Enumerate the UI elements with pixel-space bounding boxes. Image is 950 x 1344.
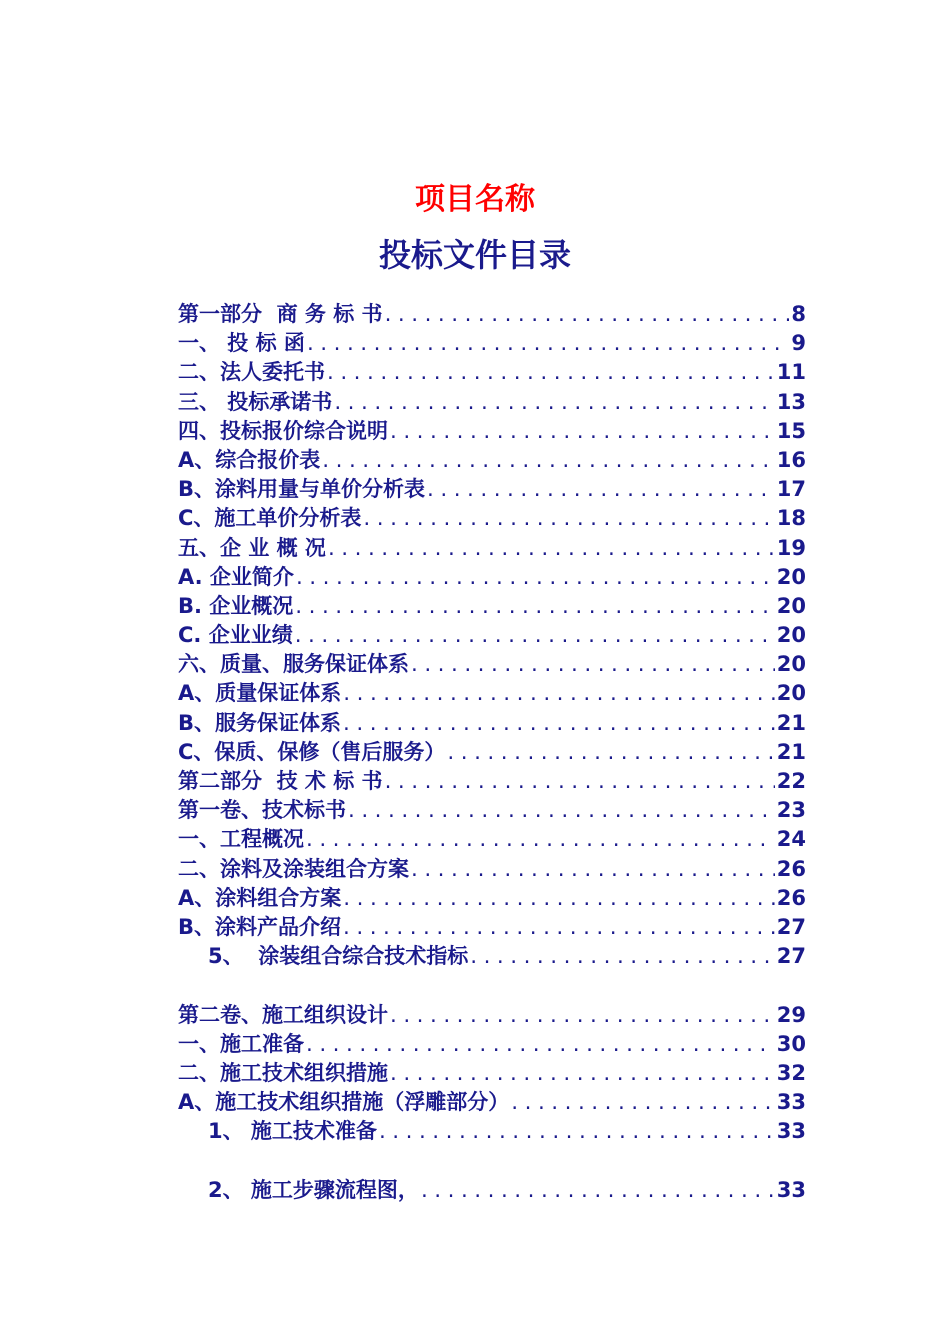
toc-entry-label: 1、 施工技术准备	[208, 1119, 377, 1144]
toc-entry-label: B、服务保证体系	[178, 710, 342, 735]
toc-leader-dots	[388, 418, 775, 446]
toc-leader-dots	[293, 622, 775, 650]
spacer	[178, 971, 806, 1000]
toc-entry-page: 20	[776, 681, 806, 706]
toc-leader-dots	[409, 856, 775, 884]
toc-entry-label: 一、 投 标 函	[178, 331, 305, 356]
toc-entry[interactable]	[178, 592, 806, 621]
toc-entry-label: 二、施工技术组织措施	[178, 1060, 388, 1085]
toc-entry[interactable]	[178, 563, 806, 592]
toc-leader-dots	[425, 476, 775, 504]
toc-entry-page: 26	[776, 856, 806, 881]
toc-leader-dots	[341, 885, 775, 913]
toc-entry[interactable]	[178, 329, 806, 358]
toc-entry[interactable]	[178, 825, 806, 854]
toc-entry[interactable]	[178, 1088, 806, 1117]
toc-leader-dots	[377, 1118, 775, 1146]
toc-leader-dots	[419, 1177, 775, 1205]
toc-leader-dots	[388, 1060, 775, 1088]
toc-entry-page: 29	[776, 1002, 806, 1027]
toc-leader-dots	[468, 943, 775, 971]
toc-entry-label: B. 企业概况	[178, 593, 294, 618]
toc-entry-label: A、综合报价表	[178, 447, 321, 472]
toc-leader-dots	[361, 505, 774, 533]
toc-entry[interactable]	[178, 621, 806, 650]
toc-entry[interactable]	[178, 1117, 806, 1146]
toc-entry-label: 一、工程概况	[178, 827, 304, 852]
toc-entry-page: 33	[776, 1090, 806, 1115]
toc-entry[interactable]	[178, 504, 806, 533]
toc-entry-label: 二、法人委托书	[178, 360, 325, 385]
toc-entry-page: 33	[776, 1177, 806, 1202]
toc-entry[interactable]	[178, 417, 806, 446]
toc-entry-page: 23	[776, 798, 806, 823]
toc-leader-dots	[326, 535, 775, 563]
toc-leader-dots	[293, 593, 774, 621]
toc-entry[interactable]	[178, 796, 806, 825]
toc-entry-label: B、涂料产品介绍	[178, 914, 342, 939]
toc-entry-page: 24	[776, 827, 806, 852]
toc-leader-dots	[304, 826, 775, 854]
toc-entry-page: 20	[776, 564, 806, 589]
toc-leader-dots	[332, 389, 774, 417]
toc-entry-label: B、涂料用量与单价分析表	[178, 477, 426, 502]
toc-entry-label: A、质量保证体系	[178, 681, 342, 706]
toc-leader-dots	[320, 447, 775, 475]
toc-entry[interactable]	[178, 1001, 806, 1030]
toc-entry-page: 30	[776, 1031, 806, 1056]
toc-entry[interactable]	[178, 679, 806, 708]
toc-leader-dots	[388, 1002, 775, 1030]
toc-entry-page: 33	[776, 1119, 806, 1144]
toc-entry-label: 二、涂料及涂装组合方案	[178, 856, 409, 881]
toc-entry-label: 三、 投标承诺书	[178, 389, 333, 414]
toc-entry[interactable]	[178, 942, 806, 971]
toc-entry-page: 20	[776, 623, 806, 648]
toc-entry-page: 13	[776, 389, 806, 414]
toc-entry-label: 第一卷、技术标书	[178, 798, 346, 823]
toc-leader-dots	[383, 768, 775, 796]
toc-entry-page: 21	[776, 739, 806, 764]
toc-entry[interactable]	[178, 1176, 806, 1205]
toc-entry-page: 20	[776, 652, 806, 677]
toc-entry-label: 五、企 业 概 况	[178, 535, 326, 560]
toc-entry-page: 16	[776, 447, 806, 472]
toc-leader-dots	[305, 330, 789, 358]
toc-entry[interactable]	[178, 1030, 806, 1059]
toc-leader-dots	[341, 914, 775, 942]
toc-entry[interactable]	[178, 767, 806, 796]
toc-entry[interactable]	[178, 709, 806, 738]
toc-entry-page: 22	[776, 769, 806, 793]
toc-entry-label: C. 企业业绩	[178, 623, 293, 648]
toc-entry-label: 第一部分 商 务 标 书	[178, 302, 383, 326]
toc-entry[interactable]	[178, 855, 806, 884]
toc-entry-label: A、涂料组合方案	[178, 885, 342, 910]
toc-entry-label: 一、施工准备	[178, 1031, 304, 1056]
toc-leader-dots	[383, 301, 790, 329]
toc-leader-dots	[445, 739, 774, 767]
toc-entry[interactable]	[178, 475, 806, 504]
toc-entry-page: 8	[791, 302, 806, 326]
toc-entry[interactable]	[178, 913, 806, 942]
toc-entry-label: 第二部分 技 术 标 书	[178, 769, 383, 793]
toc-entry[interactable]	[178, 446, 806, 475]
toc-leader-dots	[304, 1031, 775, 1059]
toc-entry-label: A. 企业简介	[178, 564, 294, 589]
toc-entry-page: 21	[776, 710, 806, 735]
toc-title: 投标文件目录	[378, 236, 571, 274]
toc-entry-label: C、保质、保修（售后服务）	[178, 739, 446, 764]
toc-leader-dots	[325, 359, 775, 387]
toc-entry-page: 32	[776, 1060, 806, 1085]
toc-entry-page: 27	[776, 914, 806, 939]
toc-leader-dots	[509, 1089, 775, 1117]
toc-entry-label: 2、 施工步骤流程图，	[208, 1177, 419, 1202]
toc-leader-dots	[341, 710, 775, 738]
spacer	[178, 1146, 806, 1175]
toc-leader-dots	[409, 651, 775, 679]
toc-leader-dots	[341, 680, 775, 708]
toc-entry-page: 17	[776, 477, 806, 502]
toc-entry[interactable]	[178, 300, 806, 329]
toc-entry-page: 20	[776, 593, 806, 618]
toc-entry[interactable]	[178, 534, 806, 563]
toc-entry-page: 9	[791, 331, 806, 356]
toc-entry-page: 15	[776, 418, 806, 443]
toc-leader-dots	[346, 797, 775, 825]
toc-entry-label: 5、 涂装组合综合技术指标	[208, 944, 469, 969]
toc-entry-label: C、施工单价分析表	[178, 506, 362, 531]
toc-entry[interactable]	[178, 738, 806, 767]
project-title: 项目名称	[415, 182, 535, 217]
toc-entry[interactable]	[178, 1059, 806, 1088]
toc-entry-label: 第二卷、施工组织设计	[178, 1002, 388, 1027]
table-of-contents	[178, 300, 806, 1205]
toc-entry-page: 27	[776, 944, 806, 969]
toc-entry[interactable]	[178, 650, 806, 679]
toc-entry-page: 26	[776, 885, 806, 910]
toc-leader-dots	[294, 564, 775, 592]
toc-entry-label: 六、质量、服务保证体系	[178, 652, 409, 677]
toc-entry-label: A、施工技术组织措施（浮雕部分）	[178, 1090, 510, 1115]
toc-entry-page: 19	[776, 535, 806, 560]
toc-entry-label: 四、投标报价综合说明	[178, 418, 388, 443]
toc-entry[interactable]	[178, 884, 806, 913]
toc-entry-page: 11	[776, 360, 806, 385]
toc-entry[interactable]	[178, 388, 806, 417]
toc-entry-page: 18	[776, 506, 806, 531]
toc-entry[interactable]	[178, 358, 806, 387]
